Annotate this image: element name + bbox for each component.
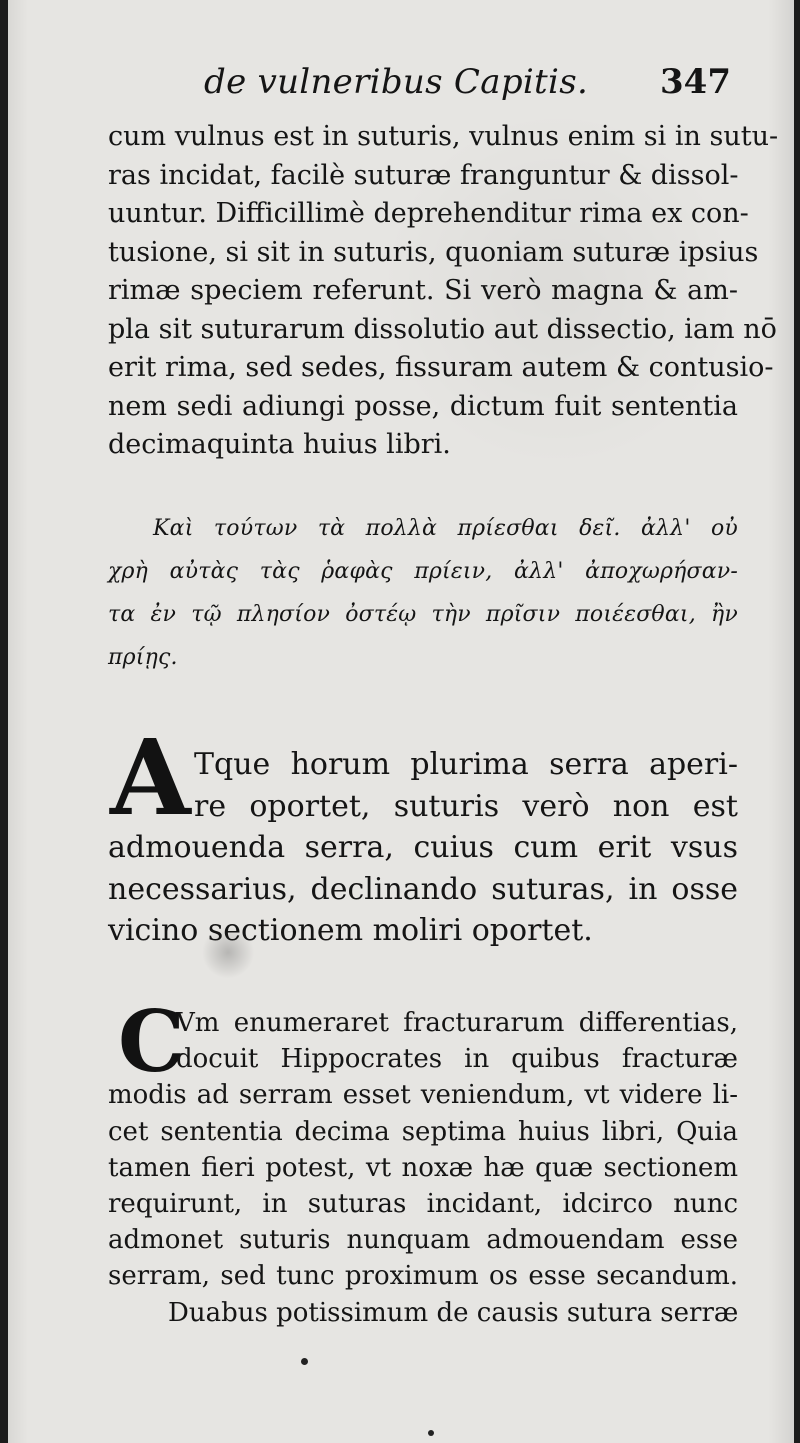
ink-spot <box>301 1358 308 1365</box>
text-line: pla sit suturarum dissolutio aut dissectio, iam nō <box>108 313 777 345</box>
drop-cap-a: A <box>110 716 191 839</box>
paragraph-2 <box>108 744 738 952</box>
text-line: erit rima, sed sedes, fissuram autem & contusio- <box>108 352 774 383</box>
running-head: de vulneribus Capitis. <box>204 62 589 102</box>
text-line: necessarius, declinando suturas, in osse <box>108 871 738 907</box>
text-line: modis ad serram esset veniendum, vt videre li- <box>108 1080 738 1111</box>
text-line: nem sedi adiungi posse, dictum fuit sententia <box>108 390 738 422</box>
page-number: 347 <box>660 62 731 102</box>
text-line: decimaquinta huius libri. <box>108 429 451 460</box>
text-line: tusione, si sit in suturis, quoniam suturæ ipsius <box>108 236 759 268</box>
ink-spot <box>428 1430 434 1436</box>
greek-line: χρὴ αὐτὰς τὰς ῥαφὰς πρίειν, ἀλλ' ἀποχωρήσαν- <box>108 559 738 584</box>
text-line: serram, sed tunc proximum os esse secandum. <box>108 1261 738 1292</box>
text-line: tamen fieri potest, vt noxæ hæ quæ sectionem <box>108 1152 738 1183</box>
text-line: re oportet, suturis verò non est <box>194 788 738 824</box>
text-line: admouenda serra, cuius cum erit vsus <box>108 830 738 865</box>
paragraph-3 <box>108 1005 738 1331</box>
text-line: admonet suturis nunquam admouendam esse <box>108 1225 738 1256</box>
greek-line: τα ἐν τῷ πλησίον ὀστέῳ τὴν πρῖσιν ποιέεσθαι, ἢν <box>108 602 738 627</box>
book-page <box>8 0 794 1443</box>
text-line: Vm enumeraret fracturarum differentias, <box>176 1008 738 1038</box>
text-line: docuit Hippocrates in quibus fracturæ <box>176 1044 738 1075</box>
text-line: ras incidat, facilè suturæ franguntur & dissol- <box>108 159 739 191</box>
greek-line: Καὶ τούτων τὰ πολλὰ πρίεσθαι δεῖ. ἀλλ' οὐ <box>153 516 738 541</box>
text-line: cet sententia decima septima huius libri, Quia <box>108 1116 738 1147</box>
text-line: Duabus potissimum de causis sutura serræ <box>168 1297 739 1328</box>
text-line: vicino sectionem moliri oportet. <box>108 913 593 948</box>
text-line: uuntur. Difficillimè deprehenditur rima ex con- <box>108 198 749 229</box>
paragraph-1 <box>108 118 779 465</box>
text-line: cum vulnus est in suturis, vulnus enim si in sutu- <box>108 121 779 152</box>
drop-cap-c: C <box>118 992 185 1091</box>
greek-line: πρίῃς. <box>108 645 178 670</box>
text-line: requirunt, in suturas incidant, idcirco nunc <box>108 1189 738 1220</box>
text-line: Tque horum plurima serra aperi- <box>194 747 738 782</box>
greek-quotation <box>108 507 738 679</box>
text-line: rimæ speciem referunt. Si verò magna & am- <box>108 275 738 306</box>
